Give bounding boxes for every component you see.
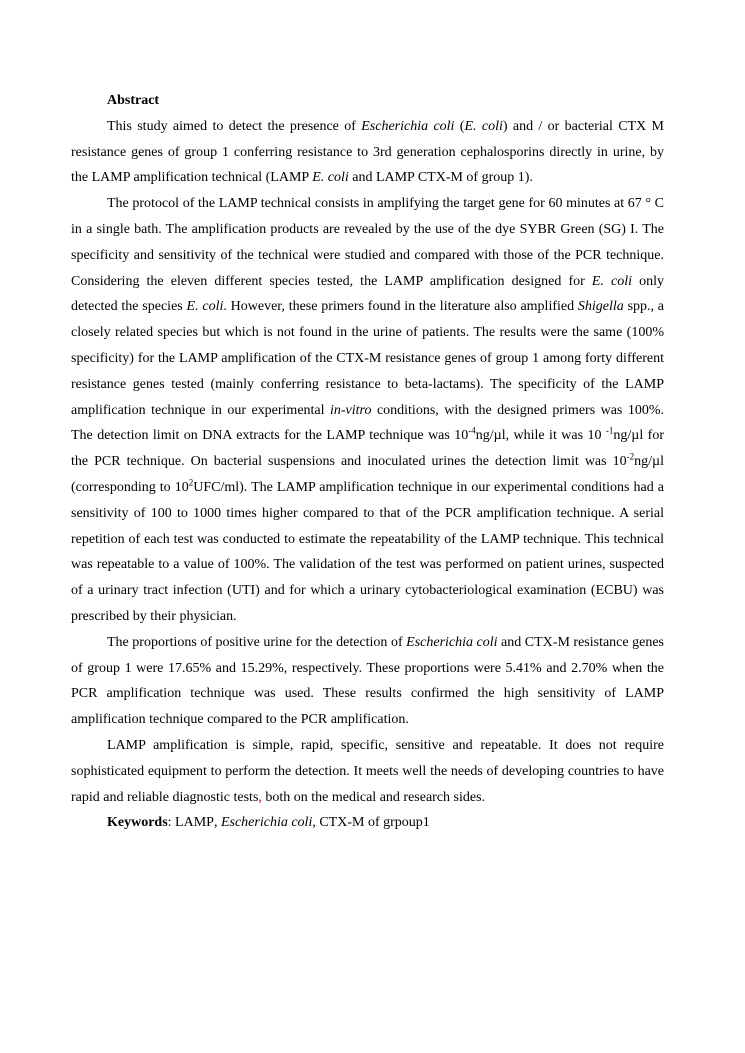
text-run: spp., a closely related species but which is not found in the urine of patients. The results were the same (100% specificity) for the LAMP amplification of the CTX-M resistance genes of group 1 among forty different resistance genes tested (mainly conferring resistance to beta-lactams). The specificity of the LAMP amplification technique in our experimental: [71, 299, 665, 418]
keywords-label: Keywords: [107, 815, 168, 831]
abstract-paragraph-conclusion: [71, 733, 664, 810]
text-run: . However, these primers found in the literature also amplified: [223, 299, 578, 315]
abstract-paragraph-results: [71, 630, 664, 733]
italic-term: in-vitro: [330, 402, 372, 418]
text-run: conditions, with the designed primers was 100%. The detection limit on DNA extracts for the LAMP technique was 10: [71, 402, 664, 444]
text-run: ng/µl for the PCR technique. On bacterial suspensions and inoculated urines the detection limit was 10: [71, 428, 664, 470]
species-name: Escherichia coli: [406, 634, 498, 650]
keyword: : LAMP: [167, 815, 214, 831]
species-name: E. coli: [591, 273, 633, 289]
text-run: only detected the species: [71, 273, 665, 315]
text-run: The proportions of positive urine for the detection of: [107, 634, 407, 650]
abstract-paragraph-aim: [71, 114, 664, 191]
text-run: This study aimed to detect the presence of: [107, 118, 362, 134]
text-run: both on the medical and research sides.: [261, 789, 486, 805]
species-name: E. coli: [464, 118, 503, 134]
abstract-page: [71, 88, 664, 836]
text-run: LAMP amplification is simple, rapid, specific, sensitive and repeatable. It does not require sophisticated equipment to perform the detection. It meets well the needs of developing countries to have rapid and reliable diagnostic tests: [71, 737, 664, 805]
abstract-paragraph-protocol: [71, 191, 664, 630]
abstract-heading: Abstract: [107, 93, 160, 108]
text-run: ,: [213, 815, 218, 831]
exponent: -2: [626, 451, 635, 462]
species-name: Shigella: [577, 299, 624, 315]
keywords-line: [71, 810, 664, 836]
keyword: , CTX-M of grpoup1: [312, 815, 430, 831]
exponent: -4: [468, 425, 476, 436]
text-run: and LAMP CTX-M of group 1).: [348, 170, 533, 186]
keyword: Escherichia coli: [217, 815, 313, 831]
species-name: E. coli: [186, 299, 224, 315]
text-run: and CTX-M resistance genes of group 1 were 17.65% and 15.29%, respectively. These proportions were 5.41% and 2.70% when the PCR amplification technique was used. These results confirmed the high sensitivity of LAMP amplification technique compared to the PCR amplification.: [71, 634, 664, 728]
exponent: 2: [188, 477, 194, 488]
text-run: (: [454, 118, 465, 134]
text-run: ,: [258, 789, 262, 805]
species-name: Escherichia coli: [361, 118, 455, 134]
text-run: ng/µl, while it was 10: [475, 428, 606, 444]
text-run: ) and / or bacterial CTX M resistance genes of group 1 conferring resistance to 3rd generation cephalosporins directly in urine, by the LAMP amplification technical (LAMP: [71, 118, 664, 186]
text-run: ng/µl (corresponding to 10: [71, 454, 664, 495]
exponent: -1: [605, 425, 614, 436]
species-name: E. coli: [312, 170, 349, 186]
text-run: The protocol of the LAMP technical consists in amplifying the target gene for 60 minutes at 67 ° C in a single bath. The amplification products are revealed by the use of the dye SYBR Green (SG) I. The specificity and sensitivity of the technical were studied and compared with those of the PCR technique. Considering the eleven different species tested, the LAMP amplification designed for: [71, 196, 664, 289]
text-run: UFC/ml). The LAMP amplification technique in our experimental conditions had a sensitivity of 100 to 1000 times higher compared to that of the PCR amplification technique. A serial repetition of each test was conducted to estimate the repeatability of the LAMP technique. This technical was repeatable to a value of 100%. The validation of the test was performed on patient urines, suspected of a urinary tract infection (UTI) and for which a urinary cytobacteriological examination (ECBU) was prescribed by their physician.: [71, 479, 664, 624]
